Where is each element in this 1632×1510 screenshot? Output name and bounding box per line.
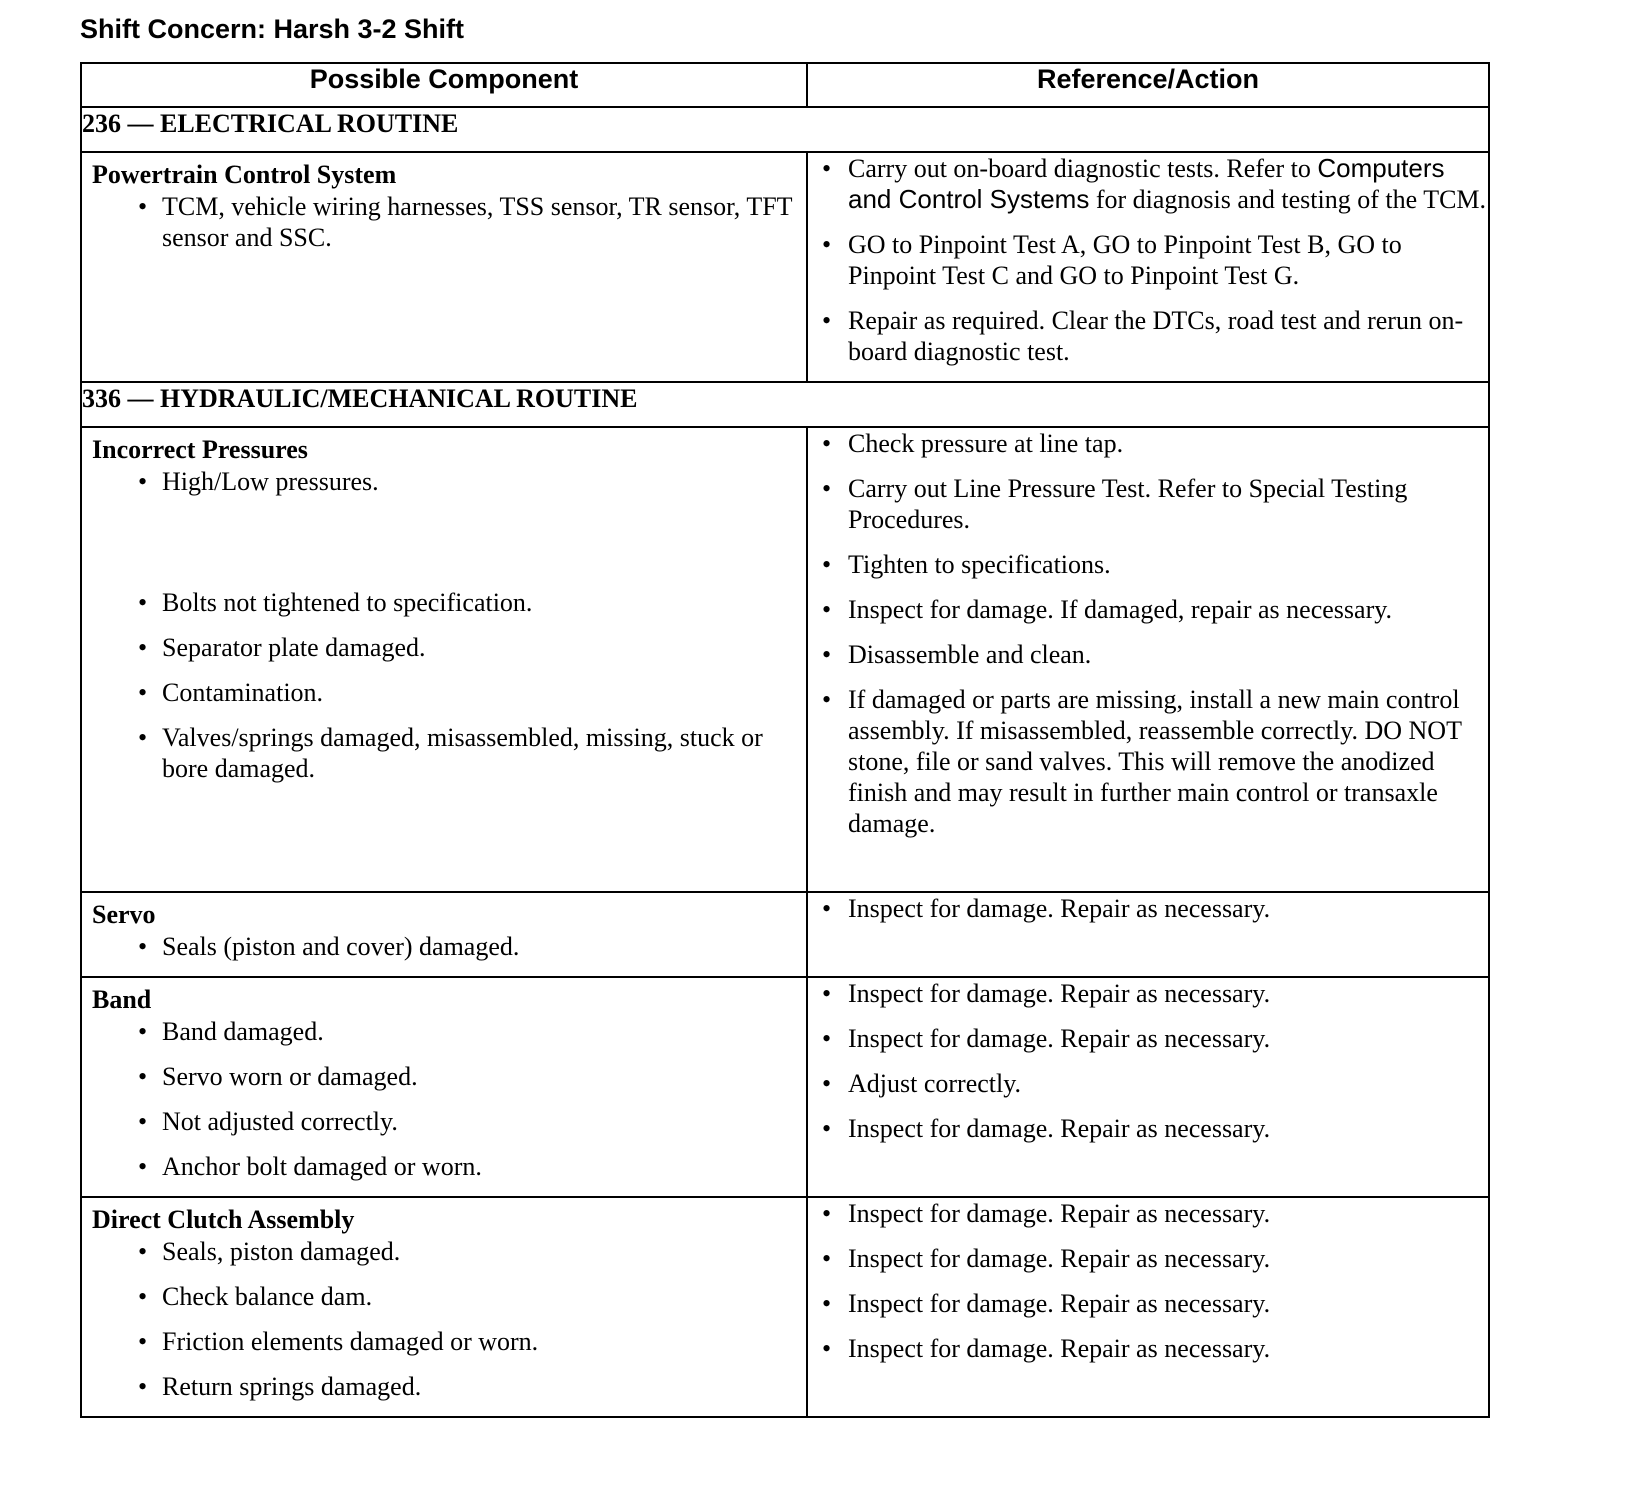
component-cell [81, 1197, 807, 1417]
table-row [81, 892, 1489, 977]
routine-row [81, 107, 1489, 152]
component-cell [81, 892, 807, 977]
component-item: • High/Low pressures. [82, 466, 806, 573]
action-text: If damaged or parts are missing, install a new main control assembly. If misassembled, reassemble correctly. DO NOT stone, file or sand valves. This will remove the anodized finish and may result in further main control or transaxle damage. [848, 685, 1462, 838]
action-item [808, 1113, 1488, 1144]
component-cell [81, 152, 807, 382]
action-text-continued: for diagnosis and testing of the TCM. [1089, 185, 1487, 214]
action-text: Inspect for damage. Repair as necessary. [848, 1114, 1271, 1143]
routine-heading: 236 — ELECTRICAL ROUTINE [81, 107, 1489, 152]
action-text: Carry out Line Pressure Test. Refer to Special Testing Procedures. [848, 474, 1408, 534]
action-text: Disassemble and clean. [848, 640, 1092, 669]
action-text: Inspect for damage. Repair as necessary. [848, 1024, 1271, 1053]
action-item [808, 594, 1488, 625]
component-item: • Bolts not tightened to specification. [82, 587, 806, 618]
page-title: Shift Concern: Harsh 3-2 Shift [80, 14, 465, 44]
action-item [808, 639, 1488, 670]
component-item: • TCM, vehicle wiring harnesses, TSS sensor, TR sensor, TFT sensor and SSC. [82, 191, 806, 253]
action-text: Inspect for damage. If damaged, repair as necessary. [848, 595, 1393, 624]
action-cell [807, 152, 1489, 382]
action-text: GO to Pinpoint Test A, GO to Pinpoint Test B, GO to Pinpoint Test C and GO to Pinpoint Test G. [848, 230, 1402, 290]
action-item [808, 153, 1488, 215]
action-item [808, 229, 1488, 291]
component-item: • Servo worn or damaged. [82, 1061, 806, 1092]
action-cell [807, 427, 1489, 892]
category-heading: Incorrect Pressures [92, 435, 308, 464]
component-item: • Band damaged. [82, 1016, 806, 1047]
component-item: • Seals, piston damaged. [82, 1236, 806, 1267]
component-item: • Return springs damaged. [82, 1371, 806, 1402]
routine-row [81, 382, 1489, 427]
action-text: Tighten to specifications. [848, 550, 1111, 579]
header-possible-component: Possible Component [81, 63, 807, 107]
action-item [808, 978, 1488, 1009]
action-item [808, 1023, 1488, 1054]
category-heading: Direct Clutch Assembly [92, 1205, 355, 1234]
diagnosis-table [80, 62, 1490, 1418]
action-text: Inspect for damage. Repair as necessary. [848, 894, 1271, 923]
action-text: Check pressure at line tap. [848, 429, 1124, 458]
table-body [81, 107, 1489, 1417]
action-text: Inspect for damage. Repair as necessary. [848, 1199, 1271, 1228]
header-reference-action: Reference/Action [807, 63, 1489, 107]
action-cell [807, 1197, 1489, 1417]
component-item: • Not adjusted correctly. [82, 1106, 806, 1137]
table-row [81, 152, 1489, 382]
action-text: Inspect for damage. Repair as necessary. [848, 1289, 1271, 1318]
table-row [81, 1197, 1489, 1417]
category-heading: Servo [92, 900, 156, 929]
reference-link-text: Computers and Control Systems [848, 153, 1445, 214]
action-text: Repair as required. Clear the DTCs, road test and rerun on-board diagnostic test. [848, 306, 1464, 366]
routine-heading: 336 — HYDRAULIC/MECHANICAL ROUTINE [81, 382, 1489, 427]
action-item [808, 684, 1488, 839]
action-item [808, 473, 1488, 535]
action-item [808, 305, 1488, 367]
action-cell [807, 977, 1489, 1197]
action-item [808, 549, 1488, 580]
table-row [81, 977, 1489, 1197]
action-item [808, 893, 1488, 924]
action-text: Carry out on-board diagnostic tests. Refer to [848, 154, 1318, 183]
action-item [808, 1243, 1488, 1274]
category-heading: Powertrain Control System [92, 160, 397, 189]
action-text: Adjust correctly. [848, 1069, 1022, 1098]
action-text: Inspect for damage. Repair as necessary. [848, 979, 1271, 1008]
component-item: • Contamination. [82, 677, 806, 708]
component-item: • Seals (piston and cover) damaged. [82, 931, 806, 962]
component-item: • Valves/springs damaged, misassembled, missing, stuck or bore damaged. [82, 722, 806, 877]
component-item: • Check balance dam. [82, 1281, 806, 1312]
component-cell [81, 977, 807, 1197]
component-item: • Friction elements damaged or worn. [82, 1326, 806, 1357]
table-row [81, 427, 1489, 892]
category-heading: Band [92, 985, 152, 1014]
component-item: • Anchor bolt damaged or worn. [82, 1151, 806, 1182]
component-cell [81, 427, 807, 892]
action-item [808, 1198, 1488, 1229]
action-text: Inspect for damage. Repair as necessary. [848, 1334, 1271, 1363]
action-item [808, 428, 1488, 459]
action-cell [807, 892, 1489, 977]
table-header-row [81, 63, 1489, 107]
action-item [808, 1068, 1488, 1099]
component-item: • Separator plate damaged. [82, 632, 806, 663]
action-text: Inspect for damage. Repair as necessary. [848, 1244, 1271, 1273]
action-item [808, 1288, 1488, 1319]
action-item [808, 1333, 1488, 1364]
